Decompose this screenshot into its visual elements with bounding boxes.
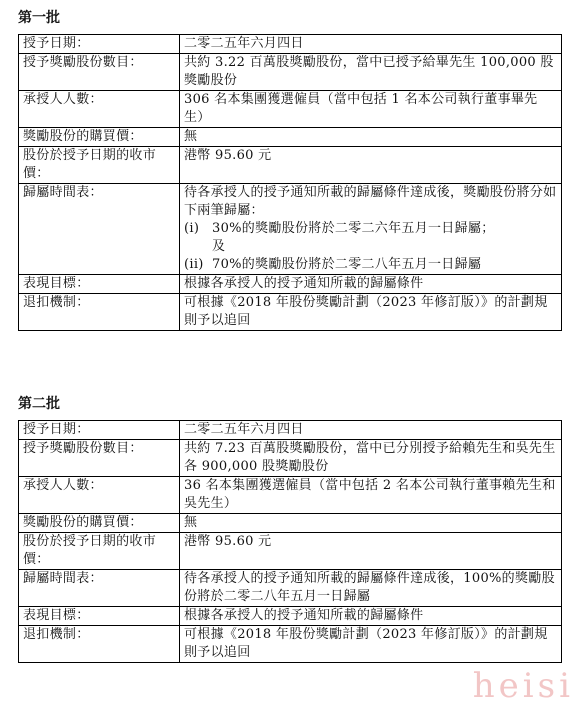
vesting-label: 歸屬時間表：	[19, 184, 180, 275]
grant-date-label: 授予日期：	[19, 421, 180, 440]
vesting-item	[184, 256, 557, 274]
vesting-item-text: 30%的獎勵股份將於二零二六年五月一日歸屬；	[212, 221, 495, 236]
table-row	[19, 421, 562, 440]
purchase-price-value: 無	[180, 128, 562, 147]
vesting-value	[180, 184, 562, 275]
clawback-label: 退扣機制：	[19, 294, 180, 331]
clawback-label: 退扣機制：	[19, 626, 180, 663]
shares-label: 授予獎勵股份數目：	[19, 440, 180, 477]
vesting-intro: 待各承授人的授予通知所載的歸屬條件達成後，獎勵股份將分如下兩筆歸屬：	[184, 185, 557, 218]
vesting-item-number: (ii)	[184, 257, 204, 272]
table-row	[19, 54, 562, 91]
table-row	[19, 147, 562, 184]
vesting-item-number: (i)	[184, 221, 200, 236]
batch1-table	[18, 34, 562, 331]
batch1-title: 第一批	[18, 10, 60, 26]
table-row	[19, 626, 562, 663]
table-row	[19, 294, 562, 331]
grant-date-label: 授予日期：	[19, 35, 180, 54]
clawback-value: 可根據《2018 年股份獎勵計劃（2023 年修訂版）》的計劃規則予以追回	[180, 626, 562, 663]
batch2-table	[18, 420, 562, 663]
table-row	[19, 570, 562, 607]
shares-label: 授予獎勵股份數目：	[19, 54, 180, 91]
shares-value: 共約 7.23 百萬股獎勵股份，當中已分別授予給賴先生和吳先生各 900,000 股獎勵股份	[180, 440, 562, 477]
table-row	[19, 35, 562, 54]
table-row	[19, 275, 562, 294]
table-row	[19, 184, 562, 275]
vesting-item-text: 70%的獎勵股份將於二零二八年五月一日歸屬	[212, 257, 482, 272]
target-value: 根據各承授人的授予通知所載的歸屬條件	[180, 607, 562, 626]
target-value: 根據各承授人的授予通知所載的歸屬條件	[180, 275, 562, 294]
table-row	[19, 533, 562, 570]
target-label: 表現目標：	[19, 607, 180, 626]
grantees-label: 承授人人數：	[19, 91, 180, 128]
table-row	[19, 607, 562, 626]
close-price-label: 股份於授予日期的收市價：	[19, 147, 180, 184]
grantees-value: 306 名本集團獲選僱員（當中包括 1 名本公司執行董事畢先生）	[180, 91, 562, 128]
clawback-value: 可根據《2018 年股份獎勵計劃（2023 年修訂版）》的計劃規則予以追回	[180, 294, 562, 331]
vesting-label: 歸屬時間表：	[19, 570, 180, 607]
grantees-value: 36 名本集團獲選僱員（當中包括 2 名本公司執行董事賴先生和吳先生）	[180, 477, 562, 514]
grant-date-value: 二零二五年六月四日	[180, 421, 562, 440]
vesting-value: 待各承授人的授予通知所載的歸屬條件達成後，100%的獎勵股份將於二零二八年五月一日歸屬	[180, 570, 562, 607]
watermark: heisi	[472, 666, 574, 706]
table-row	[19, 477, 562, 514]
grant-date-value: 二零二五年六月四日	[180, 35, 562, 54]
table-row	[19, 514, 562, 533]
close-price-value: 港幣 95.60 元	[180, 533, 562, 570]
batch2-title: 第二批	[18, 396, 60, 412]
table-row	[19, 128, 562, 147]
purchase-price-label: 獎勵股份的購買價：	[19, 128, 180, 147]
vesting-item	[184, 220, 557, 238]
close-price-label: 股份於授予日期的收市價：	[19, 533, 180, 570]
vesting-conjunction: 及	[212, 239, 226, 254]
close-price-value: 港幣 95.60 元	[180, 147, 562, 184]
table-row	[19, 91, 562, 128]
target-label: 表現目標：	[19, 275, 180, 294]
shares-value: 共約 3.22 百萬股獎勵股份，當中已授予給畢先生 100,000 股獎勵股份	[180, 54, 562, 91]
table-row	[19, 440, 562, 477]
purchase-price-label: 獎勵股份的購買價：	[19, 514, 180, 533]
grantees-label: 承授人人數：	[19, 477, 180, 514]
purchase-price-value: 無	[180, 514, 562, 533]
